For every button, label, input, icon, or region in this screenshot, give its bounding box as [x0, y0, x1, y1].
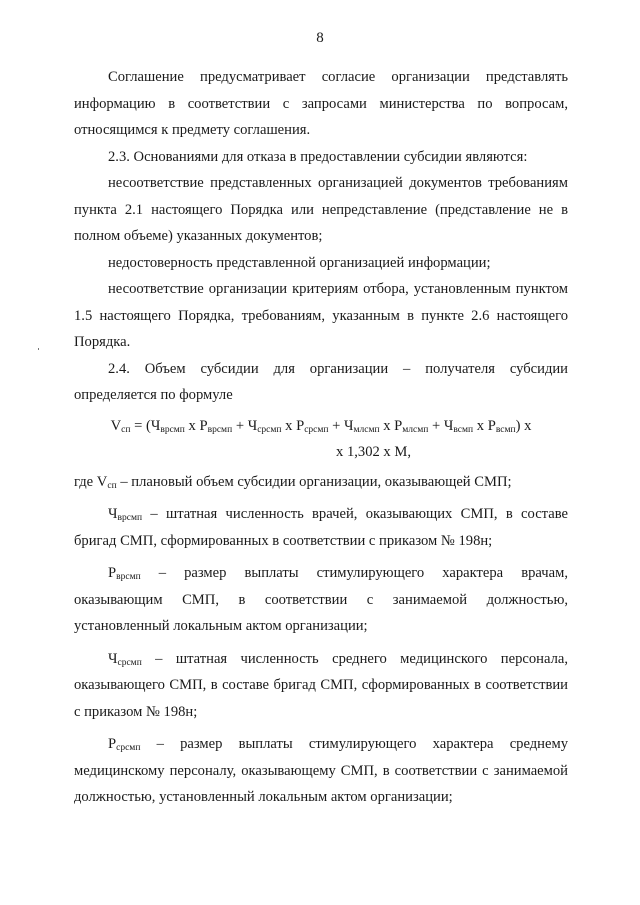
definition-r-srsmp [74, 731, 568, 811]
formula-subscript: срсмп [304, 424, 329, 435]
paragraph-nonconformity-documents: несоответствие представленных организацией документов требованиям пункта 2.1 настоящего Порядка или непредставление (представление не в полном объеме) указанных документов; [74, 175, 568, 244]
definition-subscript: срсмп [116, 743, 141, 753]
formula-subscript: всмп [453, 424, 474, 435]
definition-subscript: срсмп [117, 657, 142, 668]
definition-symbol: Р [108, 565, 117, 581]
paragraph-2-4: 2.4. Объем субсидии для организации – получателя субсидии определяется по формуле [74, 360, 568, 403]
document-body [74, 64, 568, 811]
definition-vsp [74, 469, 568, 496]
formula-line-1 [74, 413, 568, 439]
definition-symbol: где V [74, 473, 108, 490]
definition-text: – штатная численность врачей, оказывающих СМП, в составе бригад СМП, сформированных в соответствии с приказом № 198н; [74, 506, 568, 549]
definition-ch-vrsmp [74, 501, 568, 554]
formula-subscript: врсмп [160, 424, 185, 435]
page-number: 8 [316, 30, 324, 46]
formula-symbol: х Р [184, 417, 208, 434]
definition-symbol: Ч [108, 506, 118, 522]
paragraph-agreement: Соглашение предусматривает согласие организации представлять информацию в соответствии с запросами министерства по вопросам, относящимся к предмету соглашения. [74, 69, 568, 138]
paragraph-unreliability: недостоверность представленной организацией информации; [108, 254, 491, 271]
paragraph-2-3: 2.3. Основаниями для отказа в предоставлении субсидии являются: [108, 148, 528, 165]
formula-symbol: х Р [379, 417, 403, 434]
formula-symbol: + Ч [232, 417, 258, 434]
formula-symbol: х Р [473, 417, 496, 434]
formula-subscript: млсмп [402, 424, 429, 435]
definition-symbol: Р [108, 736, 117, 752]
formula-line-2: х 1,302 х М, [336, 443, 411, 460]
definition-r-vrsmp [74, 560, 568, 640]
definition-subscript: врсмп [117, 513, 143, 523]
formula-subscript: сп [121, 424, 131, 435]
definition-subscript: сп [107, 480, 117, 491]
formula-symbol: + Ч [428, 417, 454, 434]
definition-text: – размер выплаты стимулирующего характера среднему медицинскому персоналу, оказывающему СМП, в соответствии с занимаемой должностью, установленный локальным актом организации; [74, 736, 568, 805]
formula-symbol: х Р [281, 417, 305, 434]
definition-text: – штатная численность среднего медицинского персонала, оказывающего СМП, в составе бригад СМП, сформированных в соответствии с приказом № 198н; [74, 650, 568, 720]
formula-subscript: млсмп [353, 424, 380, 435]
paragraph-nonconformity-criteria: несоответствие организации критериям отбора, установленным пунктом 1.5 настоящего Порядка, требованиям, указанным в пункте 2.6 настоящего Порядка. [74, 281, 568, 350]
formula-text: = ( [130, 417, 151, 434]
formula-symbol: + Ч [328, 417, 354, 434]
formula-subscript: врсмп [207, 424, 233, 435]
definition-symbol: Ч [108, 650, 118, 667]
margin-mark [38, 348, 39, 350]
formula-symbol: Ч [150, 417, 161, 434]
formula-subscript: срсмп [257, 424, 282, 435]
formula-subscript: всмп [495, 424, 516, 435]
formula-text: ) х [515, 417, 532, 434]
formula-symbol: V [110, 417, 122, 434]
definition-subscript: врсмп [116, 572, 141, 582]
definition-text: – размер выплаты стимулирующего характера врачам, оказывающим СМП, в соответствии с занимаемой должностью, установленный локальным актом организации; [74, 565, 568, 634]
definition-text: – плановый объем субсидии организации, оказывающей СМП; [116, 473, 512, 490]
definition-ch-srsmp [74, 646, 568, 726]
